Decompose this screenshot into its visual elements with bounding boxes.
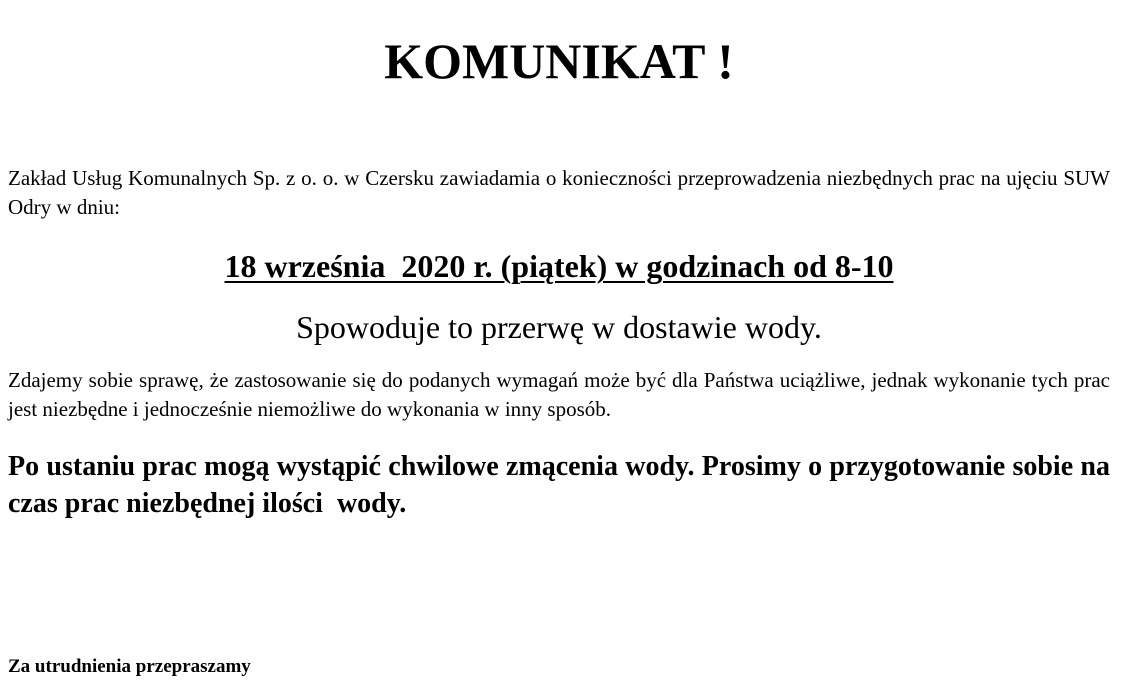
water-interruption-notice: Spowoduje to przerwę w dostawie wody.	[296, 309, 822, 345]
water-turbidity-warning: Po ustaniu prac mogą wystąpić chwilowe zmącenia wody. Prosimy o przygotowanie sobie na czas prac niezbędnej ilości wody.	[8, 451, 1117, 519]
date-time-heading: 18 września 2020 r. (piątek) w godzinach od 8-10	[224, 248, 894, 284]
explanation-paragraph: Zdajemy sobie sprawę, że zastosowanie się do podanych wymagań może być dla Państwa uciążliwe, jednak wykonanie tych prac jest niezbędne i jednocześnie niemożliwe do wykonania w inny sposób.	[8, 368, 1110, 421]
intro-paragraph: Zakład Usług Komunalnych Sp. z o. o. w Czersku zawiadamia o konieczności przeprowadzenia niezbędnych prac na ujęciu SUW Odry w dniu:	[8, 166, 1110, 219]
notice-title: KOMUNIKAT !	[384, 33, 734, 89]
closing-apology: Za utrudnienia przepraszamy	[8, 656, 251, 677]
